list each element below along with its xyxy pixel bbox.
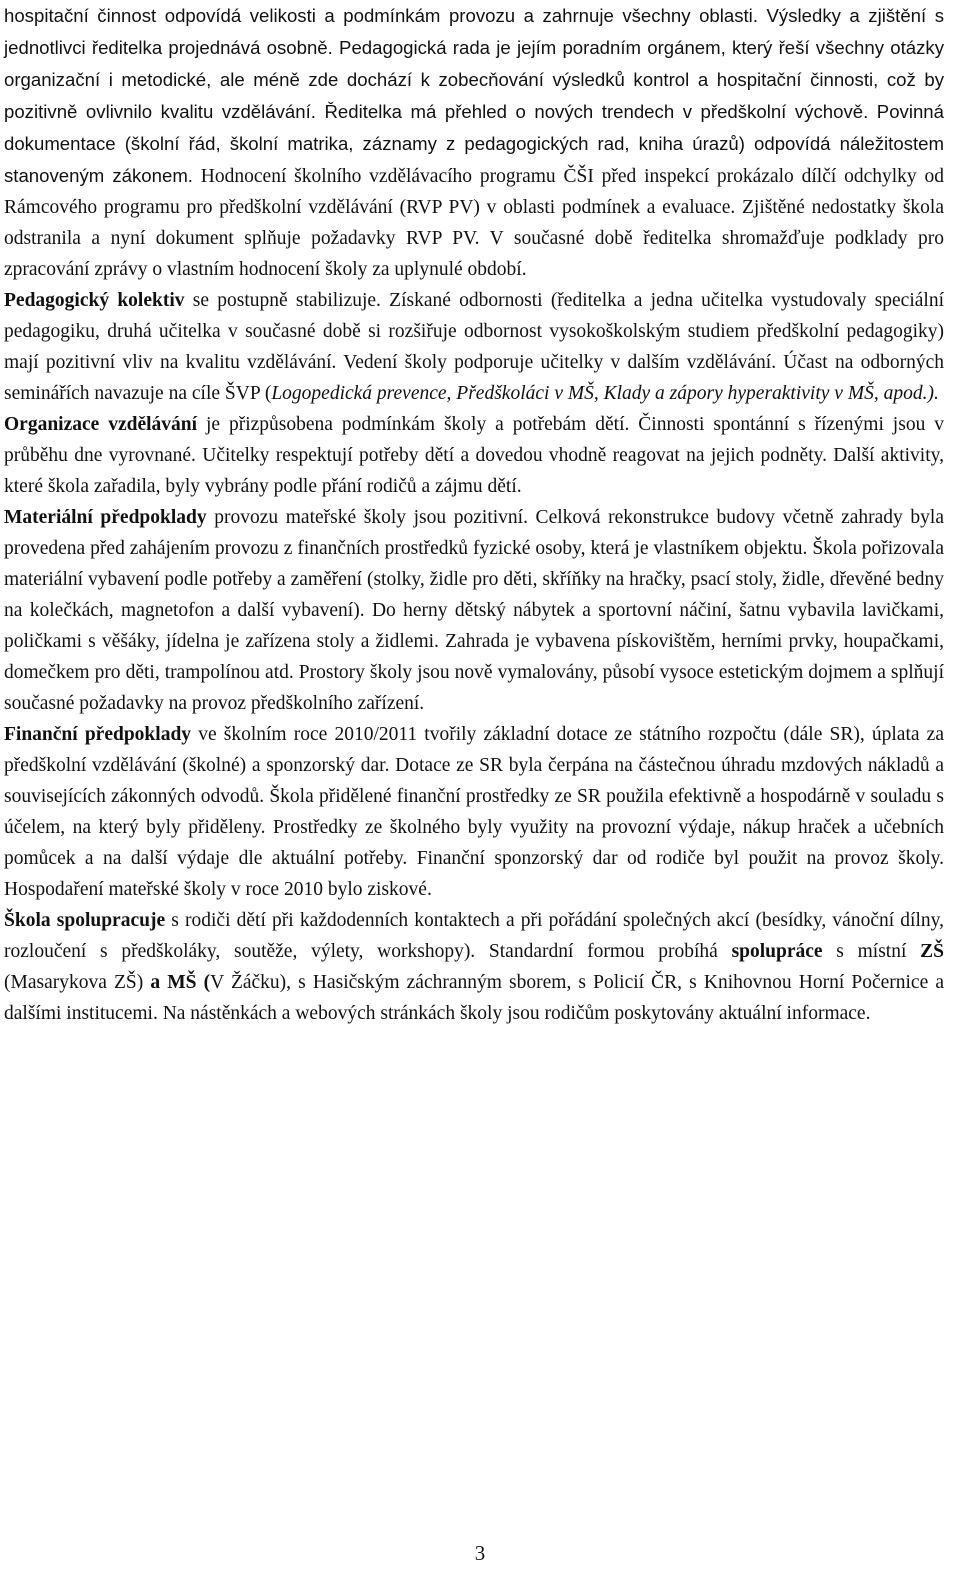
heading-term: Finanční předpoklady bbox=[4, 724, 192, 745]
bold-term: ZŠ bbox=[920, 941, 944, 962]
italic-seminars: Logopedická prevence, Předškoláci v MŠ, Klady a zápory hyperaktivity v MŠ, apod. bbox=[271, 383, 928, 404]
page-number: 3 bbox=[474, 1541, 486, 1565]
heading-term: Organizace vzdělávání bbox=[4, 414, 198, 435]
text-run: hospitační činnost odpovídá velikosti a podmínkám provozu a zahrnuje všechny oblasti. Výsledky a zjištění s jednotlivci ředitelka projednává osobně. Pedagogická rada je jejím poradním orgánem, který řeší všechny otázky organizační i metodické, ale méně zde dochází k zobecňování výsledků kontrol a hospitační činnosti, což by pozitivně ovlivnilo kvalitu vzdělávání. Ředitelka má přehled o nových trendech v předškolní výchově. Povinná dokumentace (školní řád, školní matrika, záznamy z pedagogických rad, kniha úrazů) odpovídá náležitostem stanoveným zákonem. bbox=[4, 5, 944, 186]
text-run: je přizpůsobena podmínkám školy a potřebám dětí. Činnosti spontánní s řízenými jsou v průběhu dne vyrovnané. Učitelky respektují potřeby dětí a dovedou vhodně reagovat na jejich podněty. Další aktivity, které škola zařadila, byly vybrány podle přání rodičů a zájmu dětí. bbox=[4, 414, 944, 497]
document-body bbox=[4, 0, 944, 1029]
paragraph-management bbox=[4, 0, 944, 285]
text-run: s místní bbox=[822, 941, 921, 962]
heading-term: Materiální předpoklady bbox=[4, 507, 207, 528]
bold-term: spolupráce bbox=[731, 941, 823, 962]
text-run: ve školním roce 2010/2011 tvořily základní dotace ze státního rozpočtu (dále SR), úplata za předškolní vzdělávání (školné) a sponzorský dar. Dotace ze SR byla čerpána na částečnou úhradu mzdových nákladů a souvisejících zákonných odvodů. Škola přidělené finanční prostředky ze SR použila efektivně a hospodárně v souladu s účelem, na který byly přiděleny. Prostředky ze školného byly využity na provozní výdaje, nákup hraček a učebních pomůcek a na další výdaje dle aktuální potřeby. Finanční sponzorský dar od rodiče byl použit na provoz školy. Hospodaření mateřské školy v roce 2010 bylo ziskové. bbox=[4, 724, 944, 900]
heading-term: Pedagogický kolektiv bbox=[4, 290, 185, 311]
text-run: V Žáčku), s Hasičským záchranným sborem, s Policií ČR, s Knihovnou Horní Počernice a dalšími institucemi. Na nástěnkách a webových stránkách školy jsou rodičům poskytovány aktuální informace. bbox=[4, 972, 945, 1024]
paragraph-pedagogical-staff bbox=[4, 285, 944, 409]
paragraph-financial-conditions bbox=[4, 719, 944, 905]
paragraph-cooperation bbox=[4, 905, 944, 1029]
bold-term: a MŠ ( bbox=[150, 972, 211, 993]
text-run: (Masarykova ZŠ) bbox=[4, 972, 151, 993]
paragraph-education-organization bbox=[4, 409, 944, 502]
paragraph-material-conditions bbox=[4, 502, 944, 719]
text-run: provozu mateřské školy jsou pozitivní. Celková rekonstrukce budovy včetně zahrady byla provedena před zahájením provozu z finančních prostředků fyzické osoby, která je vlastníkem objektu. Škola pořizovala materiální vybavení podle potřeby a zaměření (stolky, židle pro děti, skříňky na hračky, psací stoly, židle, dřevěné bedny na kolečkách, magnetofon a další vybavení). Do herny dětský nábytek a sportovní náčiní, šatnu vybavila lavičkami, poličkami s věšáky, jídelna je zařízena stoly a židlemi. Zahrada je vybavena pískovištěm, herními prvky, houpačkami, domečkem pro děti, trampolínou atd. Prostory školy jsou nově vymalovány, působí vysoce estetickým dojmem a splňují současné požadavky na provoz předškolního zařízení. bbox=[4, 507, 944, 714]
text-run: Hodnocení školního vzdělávacího programu ČŠI před inspekcí prokázalo dílčí odchylky od Rámcového programu pro předškolní vzdělávání (RVP PV) v oblasti podmínek a evaluace. Zjištěné nedostatky škola odstranila a nyní dokument splňuje požadavky RVP PV. V současné době ředitelka shromažďuje podklady pro zpracování zprávy o vlastním hodnocení školy za uplynulé období. bbox=[4, 166, 944, 280]
text-run: ). bbox=[927, 383, 939, 404]
text-run: se postupně stabilizuje. Získané odbornosti (ředitelka a jedna učitelka vystudovaly speciální pedagogiku, druhá učitelka v současné době si rozšiřuje odbornost vysokoškolským studiem předškolní pedagogiky) mají pozitivní vliv na kvalitu vzdělávání. Vedení školy podporuje učitelky v dalším vzdělávání. Účast na odborných seminářích navazuje na cíle ŠVP ( bbox=[4, 290, 944, 404]
heading-term: Škola spolupracuje bbox=[4, 910, 166, 931]
text-run: s rodiči dětí při každodenních kontaktech a při pořádání společných akcí (besídky, vánoční dílny, rozloučení s předškoláky, soutěže, výlety, workshopy). Standardní formou probíhá bbox=[4, 910, 944, 962]
